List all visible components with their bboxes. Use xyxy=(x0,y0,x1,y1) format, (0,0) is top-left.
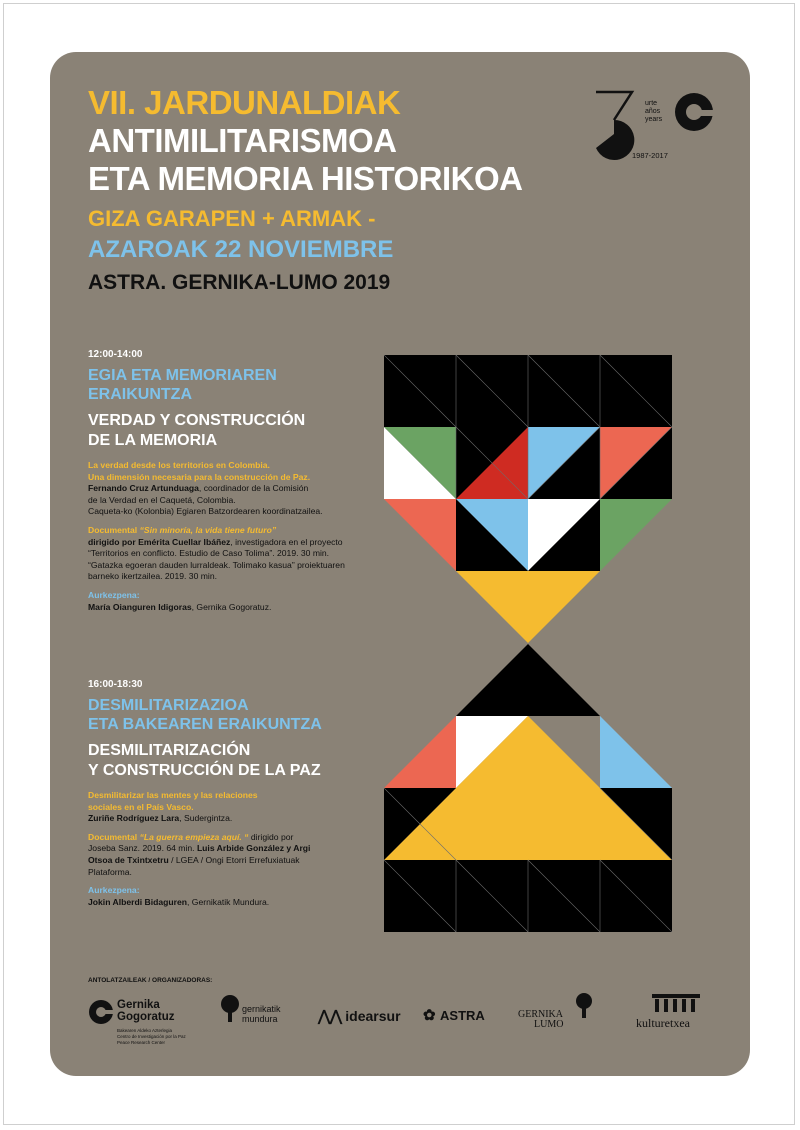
gernikatik-mundura-icon xyxy=(220,994,240,1024)
session-1-documentary xyxy=(88,525,358,583)
session-1-presenter-name: María Oianguren Idigoras xyxy=(88,601,192,612)
session-1-talk-title-1: La verdad desde los territorios en Colombia. xyxy=(88,460,270,470)
main-title-line2: ETA MEMORIA HISTORIKOA xyxy=(88,160,523,197)
hourglass-bottom-half xyxy=(384,644,672,932)
session-1-doc-label: Documental xyxy=(88,524,140,535)
session-1-title-es-2: DE LA MEMORIA xyxy=(88,432,218,449)
gernika-lumo-name-1: GERNIKA xyxy=(518,1009,563,1020)
session-1-presenter xyxy=(88,590,358,613)
gernika-gogoratuz-icon xyxy=(88,999,114,1025)
session-1-title-es-1: VERDAD Y CONSTRUCCIÓN xyxy=(88,412,306,429)
session-2-title-eu-1: DESMILITARIZAZIOA xyxy=(88,697,249,714)
session-2-title-es-2: Y CONSTRUCCIÓN DE LA PAZ xyxy=(88,762,321,779)
gernika-gogoratuz-name-1: Gernika xyxy=(117,999,160,1011)
anniversary-anos: años xyxy=(645,108,661,115)
organizers-logos xyxy=(88,992,718,1062)
session-1-presenter-label: Aurkezpena: xyxy=(88,589,140,600)
astra-flower-icon: ✿ xyxy=(423,1007,436,1024)
session-2-time: 16:00-18:30 xyxy=(88,679,143,690)
session-2-title-eu-2: ETA BAKEAREN ERAIKUNTZA xyxy=(88,716,322,733)
hourglass-top-half xyxy=(384,355,672,643)
session-2-doc-label: Documental xyxy=(88,831,140,842)
session-2 xyxy=(88,679,358,908)
session-2-doc-title: “La guerra empieza aquí. “ xyxy=(139,831,249,842)
session-1-doc-line-1: , investigadora en el proyecto xyxy=(230,536,343,547)
session-2-presenter-name: Jokin Alberdi Bidaguren xyxy=(88,896,187,907)
session-2-talk xyxy=(88,790,358,825)
event-venue: ASTRA. GERNIKA-LUMO 2019 xyxy=(88,271,391,294)
session-2-talk-title-1: Desmilitarizar las mentes y las relaciones xyxy=(88,790,258,800)
main-title-line1: ANTIMILITARISMOA xyxy=(88,122,397,159)
gernikatik-mundura-name-1: gernikatik xyxy=(242,1004,281,1014)
session-1-presenter-org: , Gernika Gogoratuz. xyxy=(191,601,272,612)
kulturetxea-name: kulturetxea xyxy=(636,1016,690,1030)
session-2-doc-line-3: Luis Arbide González y Argi xyxy=(196,843,311,854)
session-1-talk-title-2: Una dimensión necesaria para la construcción de Paz. xyxy=(88,471,311,482)
idearsur-icon: ⋀⋀ xyxy=(318,1008,346,1025)
gernika-lumo-name-2: LUMO xyxy=(534,1019,564,1030)
session-1-speaker: Fernando Cruz Artunduaga xyxy=(88,483,199,494)
astra-name: ASTRA xyxy=(440,1008,485,1023)
session-1-title-eu-1: EGIA ETA MEMORIAREN xyxy=(88,367,277,384)
session-1-time: 12:00-14:00 xyxy=(88,349,143,360)
session-2-presenter-label: Aurkezpena: xyxy=(88,885,140,896)
anniversary-years: years xyxy=(645,116,663,123)
session-1-doc-line-2: “Territorios en conflicto. Estudio de Caso Tolima”. 2019. 30 min. xyxy=(88,548,330,559)
edition-title: VII. JARDUNALDIAK xyxy=(88,84,401,121)
oak-tree-icon xyxy=(572,992,596,1020)
anniversary-years-range: 1987-2017 xyxy=(632,151,668,160)
building-icon xyxy=(652,994,700,1014)
anniversary-logo xyxy=(588,86,720,164)
subtitle: GIZA GARAPEN + ARMAK - xyxy=(88,206,376,231)
gernikatik-mundura-name-2: mundura xyxy=(242,1014,278,1024)
astra-logo xyxy=(423,1006,503,1025)
session-1-title-eu-2: ERAIKUNTZA xyxy=(88,386,192,403)
gernika-gogoratuz-sub-1: Bakearen Aldeko Azterlegia xyxy=(117,1028,173,1033)
session-2-doc-line-1: dirigido por xyxy=(248,831,294,842)
session-1 xyxy=(88,349,358,613)
gernika-gogoratuz-sub-2: Centro de Investigación por la Paz xyxy=(117,1034,186,1039)
session-1-doc-line-4: barneko ikertzailea. 2019. 30 min. xyxy=(88,571,217,582)
session-1-talk xyxy=(88,460,358,518)
session-2-presenter-org: , Gernikatik Mundura. xyxy=(187,896,270,907)
session-2-speaker-org: , Sudergintza. xyxy=(179,813,233,824)
session-2-doc-line-6: Plataforma. xyxy=(88,866,132,877)
gernika-gogoratuz-name-2: Gogoratuz xyxy=(117,1011,175,1023)
poster-header xyxy=(88,86,523,300)
anniversary-urte: urte xyxy=(645,100,658,107)
session-2-speaker: Zuriñe Rodríguez Lara xyxy=(88,813,180,824)
hourglass-artwork xyxy=(384,355,672,932)
session-2-talk-title-2: sociales en el País Vasco. xyxy=(88,801,194,812)
session-2-doc-line-4: Otsoa de Txintxetru xyxy=(88,854,169,865)
session-1-doc-title: “Sin minoría, la vida tiene futuro” xyxy=(139,524,277,535)
session-1-doc-line-3: “Gatazka egoeran dauden lurraldeak. Tolimako kasua” proiektuaren xyxy=(88,559,345,570)
session-1-speaker-desc-3: Caqueta-ko (Kolonbia) Egiaren Batzordearen koordinatzailea. xyxy=(88,506,323,517)
session-2-title-es-1: DESMILITARIZACIÓN xyxy=(88,742,251,759)
session-2-doc-line-5: / LGEA / Ongi Etorri Errefuxiatuak xyxy=(168,854,300,865)
event-date: AZAROAK 22 NOVIEMBRE xyxy=(88,236,394,263)
session-1-doc-director: dirigido por Emérita Cuellar Ibáñez xyxy=(88,536,231,547)
session-2-documentary xyxy=(88,832,358,878)
poster xyxy=(50,52,750,1076)
idearsur-name: idearsur xyxy=(345,1008,401,1024)
session-1-speaker-desc-1: , coordinador de la Comisión xyxy=(198,483,309,494)
session-1-speaker-desc-2: de la Verdad en el Caquetá, Colombia. xyxy=(88,494,236,505)
session-2-doc-line-2: Joseba Sanz. 2019. 64 min. xyxy=(88,843,197,854)
session-2-presenter xyxy=(88,885,358,908)
idearsur-logo xyxy=(318,1007,408,1026)
gernika-gogoratuz-sub-3: Peace Research Center xyxy=(117,1040,166,1045)
organizers-label: ANTOLATZAILEAK / ORGANIZADORAS: xyxy=(88,977,213,984)
